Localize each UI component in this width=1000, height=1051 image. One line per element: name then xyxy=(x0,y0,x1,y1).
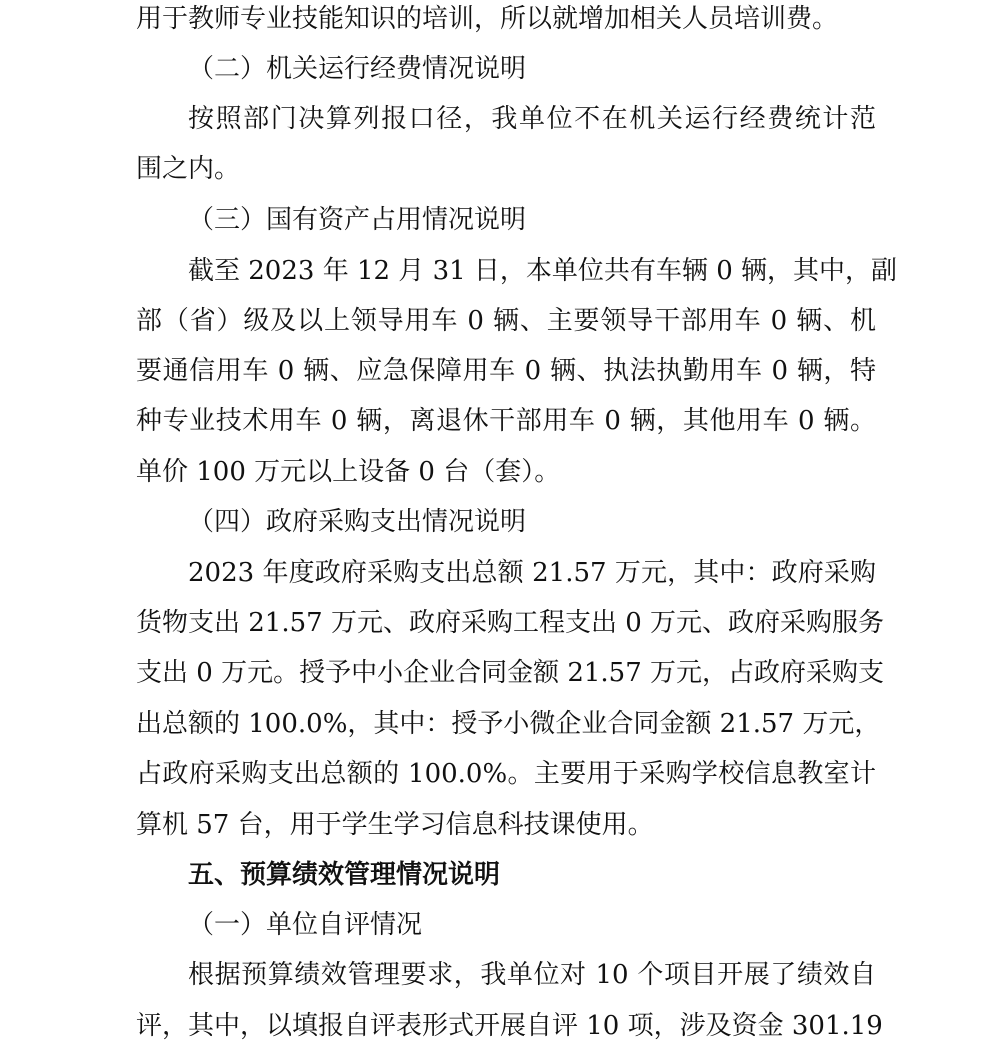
section-heading: （一）单位自评情况 xyxy=(188,910,423,940)
paragraph-line: 根据预算绩效管理要求，我单位对 10 个项目开展了绩效自 xyxy=(188,960,876,990)
section-heading: （二）机关运行经费情况说明 xyxy=(188,54,527,84)
paragraph-line: 出总额的 100.0%，其中：授予小微企业合同金额 21.57 万元， xyxy=(136,709,881,739)
paragraph-line: 部（省）级及以上领导用车 0 辆、主要领导干部用车 0 辆、机 xyxy=(136,306,876,336)
paragraph-line: 算机 57 台，用于学生学习信息科技课使用。 xyxy=(136,810,654,840)
section-heading: （三）国有资产占用情况说明 xyxy=(188,205,527,235)
paragraph-line: 货物支出 21.57 万元、政府采购工程支出 0 万元、政府采购服务 xyxy=(136,608,885,638)
section-heading: （四）政府采购支出情况说明 xyxy=(188,507,527,537)
paragraph-line: 单价 100 万元以上设备 0 台（套）。 xyxy=(136,457,561,487)
paragraph-line: 围之内。 xyxy=(136,154,241,184)
paragraph-line: 截至 2023 年 12 月 31 日，本单位共有车辆 0 辆，其中，副 xyxy=(188,256,897,286)
paragraph-line: 占政府采购支出总额的 100.0%。主要用于采购学校信息教室计 xyxy=(136,759,876,789)
chapter-heading: 五、预算绩效管理情况说明 xyxy=(188,860,501,890)
paragraph-line: 评，其中，以填报自评表形式开展自评 10 项，涉及资金 301.19 xyxy=(136,1011,883,1041)
paragraph-line: 要通信用车 0 辆、应急保障用车 0 辆、执法执勤用车 0 辆，特 xyxy=(136,356,876,386)
paragraph-line: 支出 0 万元。授予中小企业合同金额 21.57 万元，占政府采购支 xyxy=(136,658,885,688)
paragraph-line: 按照部门决算列报口径，我单位不在机关运行经费统计范 xyxy=(188,104,876,134)
paragraph-line: 用于教师专业技能知识的培训，所以就增加相关人员培训费。 xyxy=(136,4,839,34)
paragraph-line: 种专业技术用车 0 辆，离退休干部用车 0 辆，其他用车 0 辆。 xyxy=(136,406,876,436)
paragraph-line: 2023 年度政府采购支出总额 21.57 万元，其中：政府采购 xyxy=(188,558,876,588)
